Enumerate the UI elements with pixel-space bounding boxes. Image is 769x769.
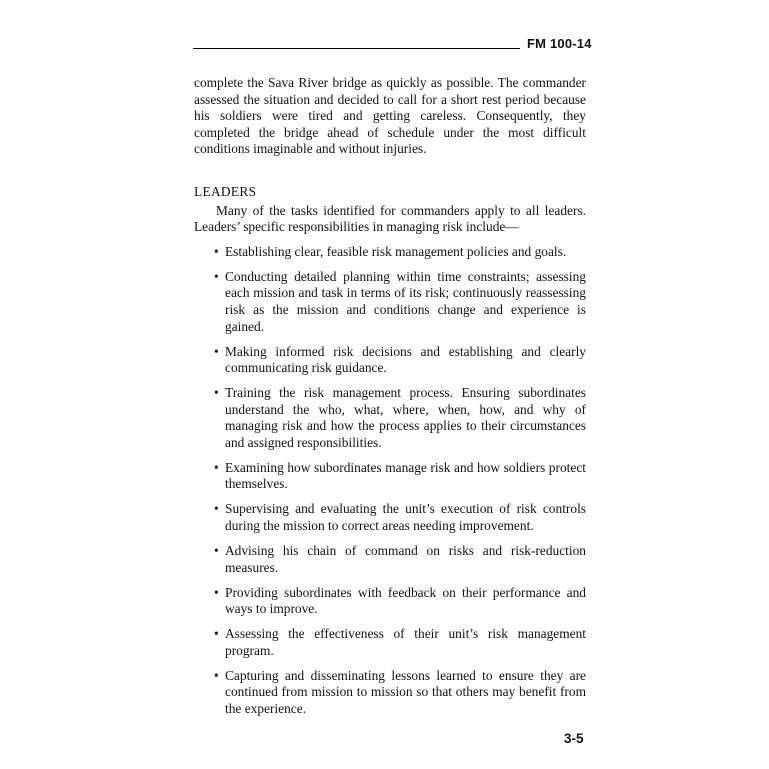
bullet-marker: • bbox=[214, 385, 219, 401]
list-item bbox=[194, 244, 586, 261]
opening-paragraph: complete the Sava River bridge as quickly as possible. The commander assessed the situation and decided to call for a short rest period because his soldiers were tired and getting careless. Consequently, they completed the bridge ahead of schedule under the most difficult conditions imaginable and without injuries. bbox=[194, 75, 586, 157]
intro-paragraph: Many of the tasks identified for commanders apply to all leaders. Leaders’ specific responsibilities in managing risk include— bbox=[194, 202, 586, 235]
responsibilities-list bbox=[194, 244, 586, 718]
list-item-text: Advising his chain of command on risks and risk-reduction measures. bbox=[225, 543, 586, 575]
manual-id: FM 100-14 bbox=[527, 36, 592, 51]
list-item bbox=[194, 585, 586, 618]
list-item bbox=[194, 385, 586, 451]
list-item-text: Conducting detailed planning within time constraints; assessing each mission and task in terms of its risk; continuously reassessing risk as the mission and conditions change and experience is gained. bbox=[225, 268, 586, 334]
bullet-marker: • bbox=[214, 584, 219, 600]
list-item bbox=[194, 460, 586, 493]
list-item bbox=[194, 501, 586, 534]
list-item-text: Providing subordinates with feedback on their performance and ways to improve. bbox=[225, 584, 586, 617]
list-item bbox=[194, 344, 586, 377]
list-item-text: Making informed risk decisions and establishing and clearly communicating risk guidance. bbox=[225, 343, 586, 376]
list-item-text: Training the risk management process. Ensuring subordinates understand the who, what, where, when, how, and why of managing risk and how the process applies to their circumstances and assigned responsibilities. bbox=[225, 385, 586, 450]
list-item bbox=[194, 269, 586, 335]
list-item-text: Assessing the effectiveness of their unit’s risk management program. bbox=[225, 626, 586, 658]
bullet-marker: • bbox=[214, 459, 219, 475]
bullet-marker: • bbox=[214, 343, 219, 359]
list-item bbox=[194, 626, 586, 659]
list-item bbox=[194, 543, 586, 576]
list-item-text: Establishing clear, feasible risk management policies and goals. bbox=[225, 243, 567, 259]
list-item bbox=[194, 668, 586, 718]
list-item-text: Examining how subordinates manage risk and how soldiers protect themselves. bbox=[225, 459, 586, 492]
list-item-text: Supervising and evaluating the unit’s execution of risk controls during the mission to correct areas needing improvement. bbox=[225, 501, 586, 534]
bullet-marker: • bbox=[214, 667, 219, 683]
bullet-marker: • bbox=[214, 268, 219, 284]
section-heading: LEADERS bbox=[194, 183, 257, 199]
header-rule bbox=[193, 48, 520, 49]
bullet-marker: • bbox=[214, 626, 219, 642]
bullet-marker: • bbox=[214, 243, 219, 259]
bullet-marker: • bbox=[214, 543, 219, 558]
page-number: 3-5 bbox=[564, 731, 584, 746]
list-item-text: Capturing and disseminating lessons learned to ensure they are continued from mission to mission so that others may benefit from the experience. bbox=[225, 667, 586, 716]
bullet-marker: • bbox=[214, 501, 219, 517]
page-body bbox=[194, 75, 586, 726]
